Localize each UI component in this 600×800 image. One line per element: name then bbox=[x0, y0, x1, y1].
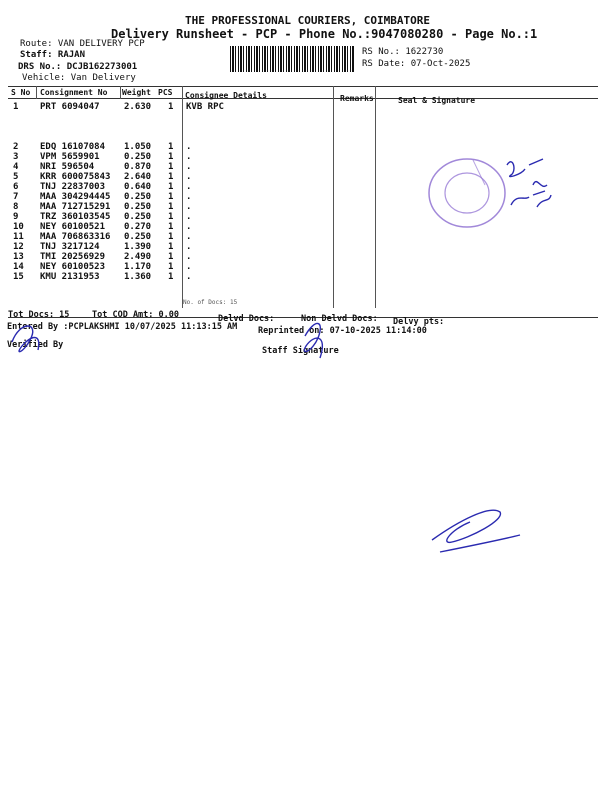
row-consignee-details: . bbox=[186, 162, 192, 172]
verified-signature bbox=[12, 326, 39, 352]
row-weight: 2.640 bbox=[124, 172, 152, 182]
staff-label: Staff: RAJAN bbox=[20, 50, 86, 60]
row-pcs: 1 bbox=[168, 262, 174, 272]
row-sno: 14 bbox=[13, 262, 24, 272]
row-consignment-no: KMU 2131953 bbox=[40, 272, 100, 282]
rs-date: RS Date: 07-Oct-2025 bbox=[362, 59, 471, 69]
row-weight: 2.490 bbox=[124, 252, 152, 262]
row-pcs: 1 bbox=[168, 142, 174, 152]
row-weight: 1.360 bbox=[124, 272, 152, 282]
row-sno: 15 bbox=[13, 272, 24, 282]
row-consignee-details: . bbox=[186, 152, 192, 162]
row-pcs: 1 bbox=[168, 162, 174, 172]
row-consignment-no: TNJ 3217124 bbox=[40, 242, 100, 252]
row-sno: 6 bbox=[13, 182, 19, 192]
row-weight: 0.250 bbox=[124, 192, 152, 202]
row-sno: 1 bbox=[13, 102, 19, 112]
row-weight: 1.390 bbox=[124, 242, 152, 252]
row-weight: 1.170 bbox=[124, 262, 152, 272]
row-consignee-details: KVB RPC bbox=[186, 102, 224, 112]
row-weight: 0.250 bbox=[124, 152, 152, 162]
col-header-weight: Weight bbox=[122, 88, 151, 97]
row-consignment-no: TNJ 22837003 bbox=[40, 182, 106, 192]
row-sno: 3 bbox=[13, 152, 19, 162]
row-pcs: 1 bbox=[168, 242, 174, 252]
col-header-seal: Seal & Signature bbox=[398, 96, 476, 105]
row-consignee-details: . bbox=[186, 232, 192, 242]
route-label: Route: VAN DELIVERY PCP bbox=[20, 39, 145, 49]
row-sno: 8 bbox=[13, 202, 19, 212]
row-pcs: 1 bbox=[168, 192, 174, 202]
row-consignee-details: . bbox=[186, 222, 192, 232]
row-consignee-details: . bbox=[186, 242, 192, 252]
row-pcs: 1 bbox=[168, 202, 174, 212]
row-pcs: 1 bbox=[168, 252, 174, 262]
row-weight: 0.250 bbox=[124, 232, 152, 242]
row-pcs: 1 bbox=[168, 102, 174, 112]
delivery-points: Delvy pts: bbox=[393, 317, 445, 327]
col-header-sno: S No bbox=[11, 88, 31, 97]
row-sno: 12 bbox=[13, 242, 24, 252]
bottom-signature bbox=[432, 510, 520, 552]
row-consignment-no: NEY 60100521 bbox=[40, 222, 106, 232]
row-sno: 9 bbox=[13, 212, 19, 222]
row-weight: 2.630 bbox=[124, 102, 152, 112]
row-consignee-details: . bbox=[186, 272, 192, 282]
row-weight: 0.250 bbox=[124, 212, 152, 222]
row-sno: 2 bbox=[13, 142, 19, 152]
rs-number: RS No.: 1622730 bbox=[362, 47, 444, 57]
total-docs: Tot Docs: 15 bbox=[8, 310, 70, 320]
row-sno: 7 bbox=[13, 192, 19, 202]
row-pcs: 1 bbox=[168, 272, 174, 282]
row-weight: 0.870 bbox=[124, 162, 152, 172]
row-sno: 11 bbox=[13, 232, 24, 242]
row-consignment-no: NEY 60100523 bbox=[40, 262, 106, 272]
row-weight: 1.050 bbox=[124, 142, 152, 152]
col-header-details: Consignee Details bbox=[185, 91, 267, 100]
col-header-remarks: Remarks bbox=[340, 94, 374, 103]
row-consignee-details: . bbox=[186, 202, 192, 212]
vehicle-label: Vehicle: Van Delivery bbox=[22, 73, 136, 83]
row-weight: 0.640 bbox=[124, 182, 152, 192]
non-delivered-docs: Non Delvd Docs: bbox=[301, 314, 378, 324]
row-consignment-no: MAA 712715291 bbox=[40, 202, 111, 212]
table-doc-count-note: No. of Docs: 15 bbox=[183, 299, 238, 306]
col-header-pcs: PCS bbox=[158, 88, 173, 97]
row-consignment-no: KRR 600075843 bbox=[40, 172, 111, 182]
row-consignment-no: TMI 20256929 bbox=[40, 252, 106, 262]
row-weight: 0.270 bbox=[124, 222, 152, 232]
row-pcs: 1 bbox=[168, 172, 174, 182]
company-title: THE PROFESSIONAL COURIERS, COIMBATORE bbox=[185, 14, 431, 27]
row-consignee-details: . bbox=[186, 192, 192, 202]
row-consignment-no: PRT 6094047 bbox=[40, 102, 100, 112]
staff-signature-label: Staff Signature bbox=[262, 346, 339, 356]
row-sno: 5 bbox=[13, 172, 19, 182]
row-weight: 0.250 bbox=[124, 202, 152, 212]
row-consignment-no: MAA 304294445 bbox=[40, 192, 111, 202]
row-consignment-no: TRZ 360103545 bbox=[40, 212, 111, 222]
row-pcs: 1 bbox=[168, 152, 174, 162]
row-consignee-details: . bbox=[186, 212, 192, 222]
staff-signature bbox=[304, 323, 322, 358]
row-pcs: 1 bbox=[168, 232, 174, 242]
row-consignment-no: VPM 5659901 bbox=[40, 152, 100, 162]
row-consignee-details: . bbox=[186, 262, 192, 272]
runsheet-subtitle: Delivery Runsheet - PCP - Phone No.:9047080280 - Page No.:1 bbox=[111, 27, 538, 41]
row-consignee-details: . bbox=[186, 252, 192, 262]
drs-number: DRS No.: DCJB162273001 bbox=[18, 62, 138, 72]
total-cod-amount: Tot COD Amt: 0.00 bbox=[92, 310, 179, 320]
entered-by: Entered By :PCPLAKSHMI 10/07/2025 11:13:15 AM bbox=[7, 322, 238, 332]
row-consignee-details: . bbox=[186, 142, 192, 152]
row-pcs: 1 bbox=[168, 212, 174, 222]
row-pcs: 1 bbox=[168, 222, 174, 232]
row-sno: 10 bbox=[13, 222, 24, 232]
row-consignment-no: MAA 706863316 bbox=[40, 232, 111, 242]
row-consignment-no: EDQ 16107084 bbox=[40, 142, 106, 152]
row-consignee-details: . bbox=[186, 172, 192, 182]
row-consignment-no: NRI 596504 bbox=[40, 162, 95, 172]
row-sno: 4 bbox=[13, 162, 19, 172]
verified-by: Verified By bbox=[7, 340, 64, 350]
row-consignee-details: . bbox=[186, 182, 192, 192]
row-sno: 13 bbox=[13, 252, 24, 262]
delivered-docs: Delvd Docs: bbox=[218, 314, 275, 324]
col-header-consignment: Consignment No bbox=[40, 88, 108, 97]
bank-stamp bbox=[425, 145, 555, 240]
reprinted-on: Reprinted on: 07-10-2025 11:14:00 bbox=[258, 326, 427, 336]
row-pcs: 1 bbox=[168, 182, 174, 192]
